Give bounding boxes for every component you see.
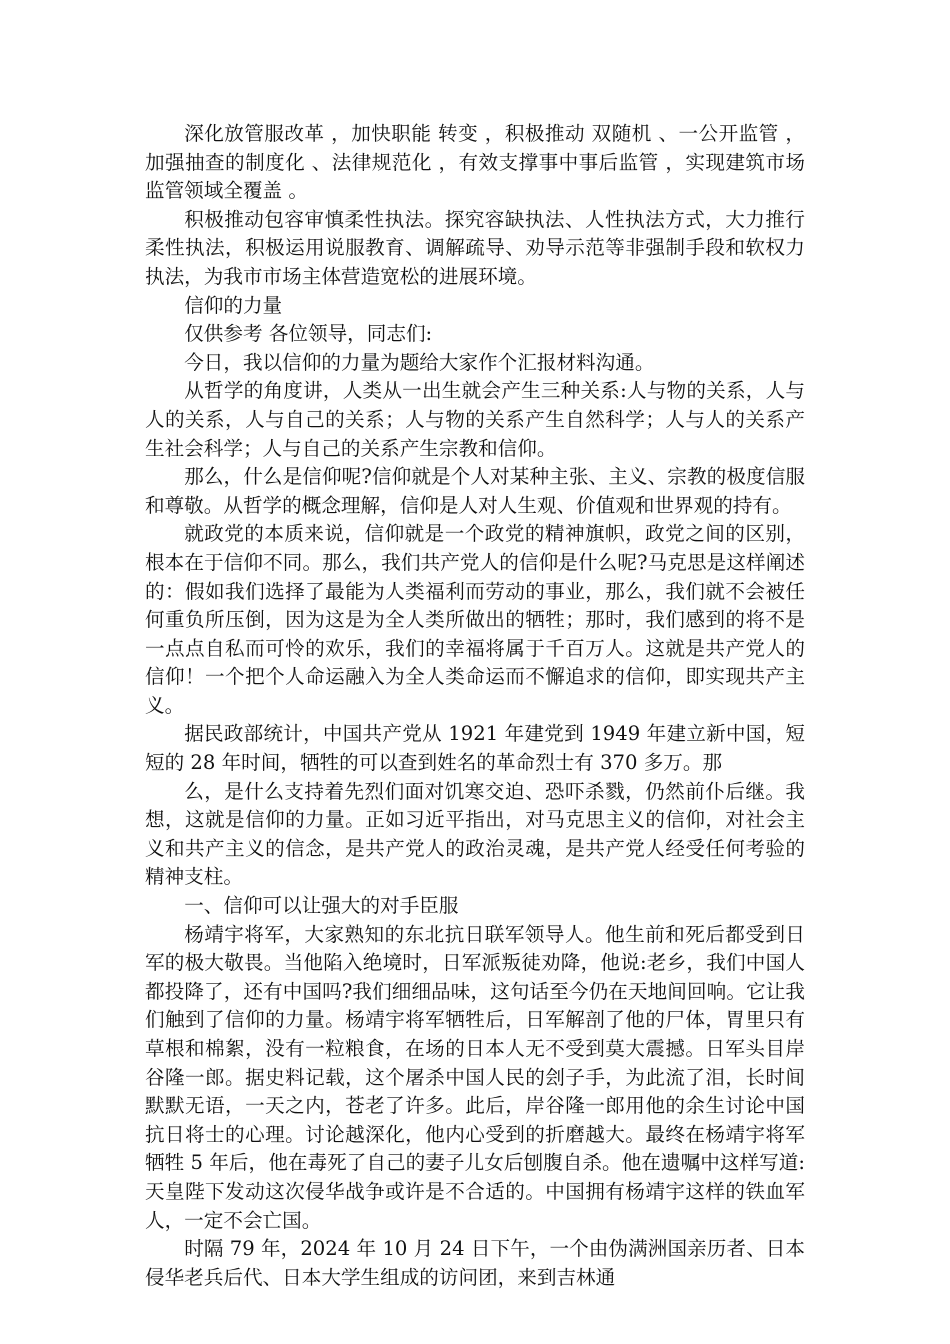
paragraph-visit: 时隔 79 年，2024 年 10 月 24 日下午，一个由伪满洲国亲历者、日本侵华老兵后代、日本大学生组成的访问团，来到吉林通: [145, 1237, 805, 1289]
paragraph-intro: 今日，我以信仰的力量为题给大家作个汇报材料沟通。: [184, 350, 655, 374]
paragraph-party-faith: 就政党的本质来说，信仰就是一个政党的精神旗帜，政党之间的区别，根本在于信仰不同。那么，我们共产党人的信仰是什么呢?马克思是这样阐述的：假如我们选择了最能为人类福利而劳动的事业，那么，我们就不会被任何重负所压倒，因为这是为全人类所做出的牺牲；那时，我们感到的将不是一点点自私而可怜的欢乐，我们的幸福将属于千百万人。这就是共产党人的信仰！一个把个人命运融入为全人类命运而不懈追求的信仰，即实现共产主义。: [145, 522, 805, 717]
paragraph-reform: 深化放管服改革 ，加快职能 转变 ，积极推动 双随机 、一公开监管 ，加强抽查的制度化 、法律规范化 ，有效支撑事中事后监管 ，实现建筑市场监管领域全覆盖 。: [145, 122, 805, 203]
section-title-power-of-faith: 信仰的力量: [184, 293, 283, 317]
paragraph-definition: 那么，什么是信仰呢?信仰就是个人对某种主张、主义、宗教的极度信服和尊敬。从哲学的概念理解，信仰是人对人生观、价值观和世界观的持有。: [145, 465, 805, 517]
paragraph-yang-jingyu: 杨靖宇将军，大家熟知的东北抗日联军领导人。他生前和死后都受到日军的极大敬畏。当他陷入绝境时，日军派叛徒劝降，他说:老乡，我们中国人都投降了，还有中国吗?我们细细品味，这句话至今仍在天地间回响。它让我们触到了信仰的力量。杨靖宇将军牺牲后，日军解剖了他的尸体，胃里只有草根和棉絮，没有一粒粮食，在场的日本人无不受到莫大震撼。日军头目岸谷隆一郎。据史料记载，这个屠杀中国人民的刽子手，为此流了泪，长时间默默无语，一天之内，苍老了许多。此后，岸谷隆一郎用他的余生讨论中国抗日将士的心理。讨论越深化，他内心受到的折磨越大。最终在杨靖宇将军牺牲 5 年后，他在毒死了自己的妻子儿女后刨腹自杀。他在遗嘱中这样写道:天皇陛下发动这次侵华战争或许是不合适的。中国拥有杨靖宇这样的铁血军人，一定不会亡国。: [145, 922, 805, 1232]
paragraph-philosophy: 从哲学的角度讲，人类从一出生就会产生三种关系:人与物的关系，人与人的关系，人与自己的关系；人与物的关系产生自然科学；人与人的关系产生社会科学；人与自己的关系产生宗教和信仰。: [145, 379, 805, 460]
document-body: [145, 120, 805, 1292]
paragraph-greeting: 仅供参考 各位领导，同志们:: [184, 322, 433, 346]
paragraph-flexible-enforcement: 积极推动包容审慎柔性执法。探究容缺执法、人性执法方式，大力推行柔性执法，积极运用说服教育、调解疏导、劝导示范等非强制手段和软权力执法，为我市市场主体营造宽松的进展环境。: [145, 207, 805, 288]
paragraph-statistics: 据民政部统计，中国共产党从 1921 年建党到 1949 年建立新中国，短短的 28 年时间，牺牲的可以查到姓名的革命烈士有 370 多万。那: [145, 722, 805, 775]
heading-section-one: 一、信仰可以让强大的对手臣服: [184, 894, 459, 918]
paragraph-martyrs: 么，是什么支持着先烈们面对饥寒交迫、恐吓杀戮，仍然前仆后继。我想，这就是信仰的力量。正如习近平指出，对马克思主义的信仰，对社会主义和共产主义的信念，是共产党人的政治灵魂，是共产党人经受任何考验的精神支柱。: [145, 779, 805, 889]
